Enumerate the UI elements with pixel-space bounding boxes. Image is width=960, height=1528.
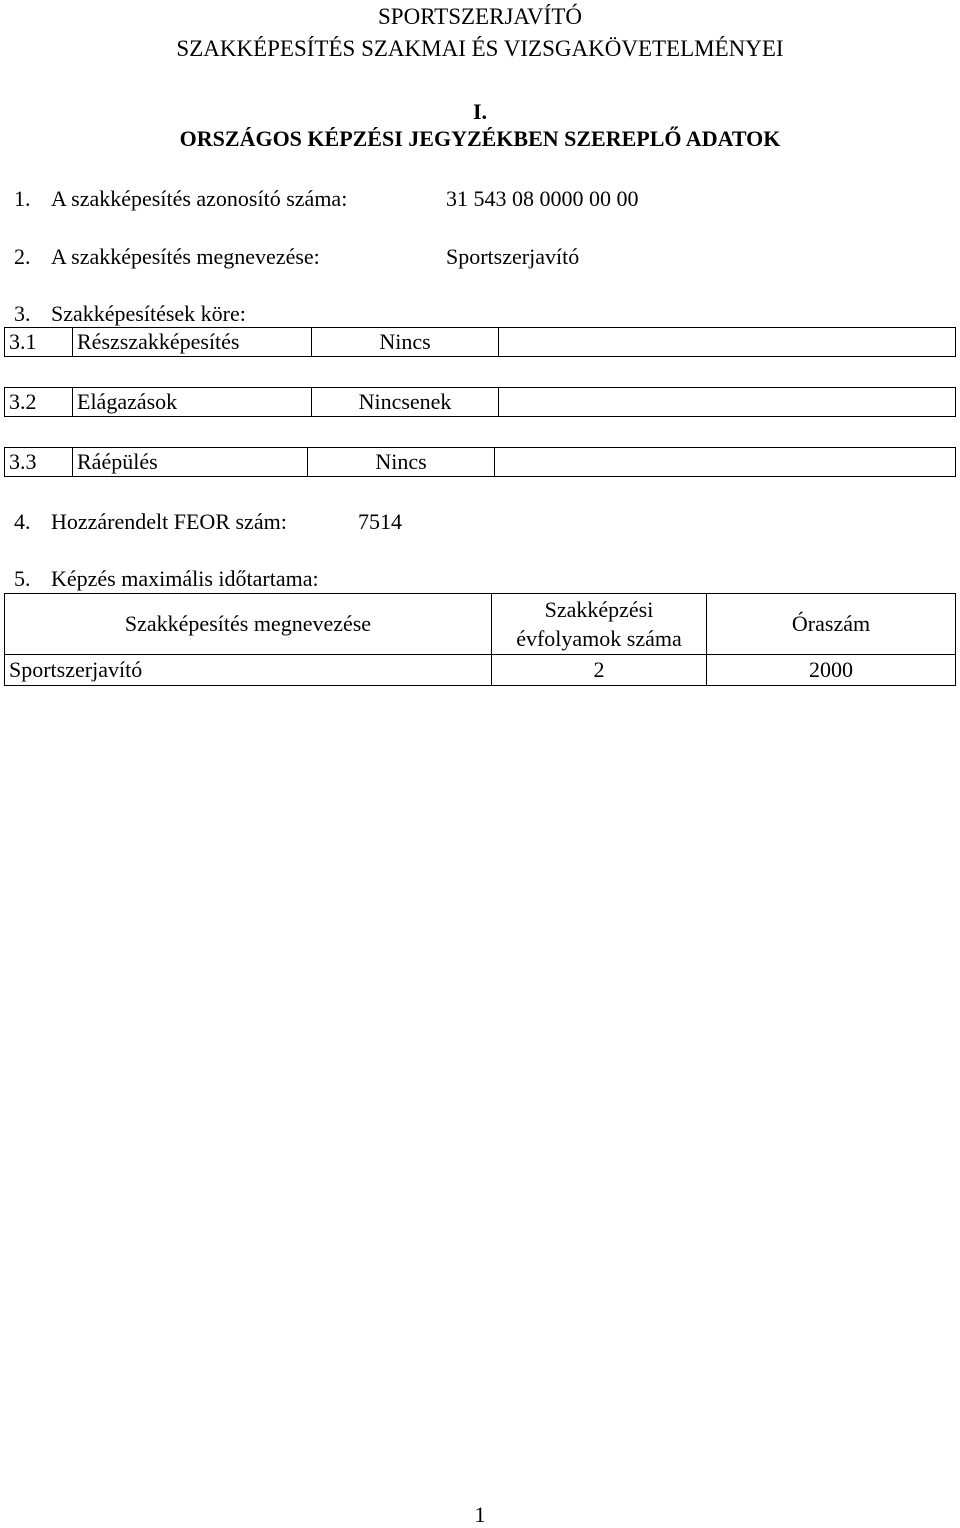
- scope-row-label: Részszakképesítés: [73, 328, 312, 357]
- scope-row-label: Elágazások: [73, 388, 312, 417]
- section-title: ORSZÁGOS KÉPZÉSI JEGYZÉKBEN SZEREPLŐ ADATOK: [179, 126, 781, 151]
- row-hours: 2000: [707, 655, 956, 686]
- item5-number: 5.: [14, 566, 31, 591]
- header-years-line2: évfolyamok száma: [516, 626, 682, 651]
- item5-label: Képzés maximális időtartama:: [51, 566, 319, 591]
- scope-row-value: Nincsenek: [312, 388, 499, 417]
- header-qualification-name: Szakképesítés megnevezése: [5, 594, 492, 655]
- header-years-line1: Szakképzési: [544, 597, 654, 622]
- scope-row-number: 3.1: [5, 328, 73, 357]
- item3-label: Szakképesítések köre:: [51, 301, 246, 326]
- section-number: I.: [472, 99, 488, 124]
- duration-table: [4, 593, 956, 686]
- scope-row-value: Nincs: [312, 328, 499, 357]
- scope-row-number: 3.2: [5, 388, 73, 417]
- item1-number: 1.: [14, 186, 31, 211]
- item3-number: 3.: [14, 301, 31, 326]
- item4-number: 4.: [14, 509, 31, 534]
- scope-row-3-2: [4, 387, 956, 417]
- header-years: [492, 594, 707, 655]
- row-qualification-name: Sportszerjavító: [5, 655, 492, 686]
- scope-row-value: Nincs: [308, 448, 495, 477]
- row-years: 2: [492, 655, 707, 686]
- header-hours: Óraszám: [707, 594, 956, 655]
- item4-value: 7514: [358, 509, 402, 534]
- page-number: 1: [474, 1502, 486, 1527]
- scope-row-3-3: [4, 447, 956, 477]
- document-title-line1: SPORTSZERJAVÍTÓ: [378, 4, 582, 29]
- scope-row-number: 3.3: [5, 448, 73, 477]
- item2-label: A szakképesítés megnevezése:: [51, 244, 320, 269]
- item1-label: A szakképesítés azonosító száma:: [51, 186, 348, 211]
- item4-label: Hozzárendelt FEOR szám:: [51, 509, 287, 534]
- scope-row-3-1: [4, 327, 956, 357]
- document-title-line2: SZAKKÉPESÍTÉS SZAKMAI ÉS VIZSGAKÖVETELMÉNYEI: [176, 36, 784, 61]
- scope-row-empty: [495, 448, 956, 477]
- scope-row-empty: [499, 388, 956, 417]
- item1-value: 31 543 08 0000 00 00: [446, 186, 639, 211]
- item2-value: Sportszerjavító: [446, 244, 580, 269]
- scope-row-empty: [499, 328, 956, 357]
- duration-table-header: [5, 594, 956, 655]
- table-row: [5, 655, 956, 686]
- item2-number: 2.: [14, 244, 31, 269]
- scope-row-label: Ráépülés: [73, 448, 308, 477]
